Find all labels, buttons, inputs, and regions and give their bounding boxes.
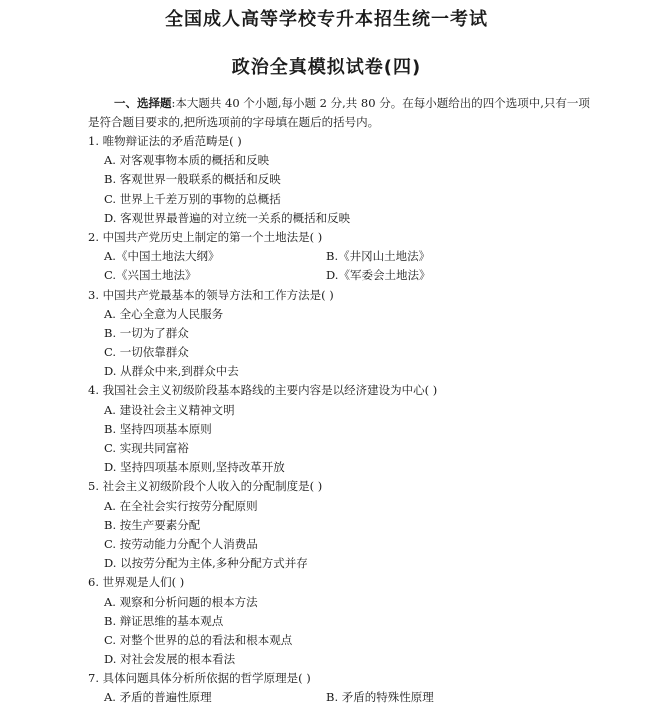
option-item: A. 在全社会实行按劳分配原则: [104, 498, 258, 513]
option-item: B. 客观世界一般联系的概括和反映: [104, 172, 281, 187]
option-item: C. 对整个世界的总的看法和根本观点: [104, 632, 293, 647]
question-stem: 7. 具体问题具体分析所依据的哲学原理是( ): [88, 671, 311, 686]
option-item: B.《井冈山土地法》: [326, 249, 431, 264]
section-instructions: [88, 94, 593, 132]
option-item: D. 客观世界最普遍的对立统一关系的概括和反映: [104, 210, 351, 225]
option-item: D. 以按劳分配为主体,多种分配方式并存: [104, 556, 308, 571]
option-row: [88, 266, 593, 285]
option-item: D. 对社会发展的根本看法: [104, 652, 236, 667]
question-stem: 5. 社会主义初级阶段个人收入的分配制度是( ): [88, 479, 323, 494]
option-item: D. 从群众中来,到群众中去: [104, 364, 239, 379]
option-item: D. 坚持四项基本原则,坚持改革开放: [104, 460, 285, 475]
option-item: B. 辩证思维的基本观点: [104, 613, 224, 628]
option-item: C. 世界上千差万别的事物的总概括: [104, 191, 281, 206]
option-item: A. 建设社会主义精神文明: [104, 402, 235, 417]
exam-title: 全国成人高等学校专升本招生统一考试: [165, 9, 488, 30]
option-row: [88, 247, 593, 266]
option-item: A. 全心全意为人民服务: [104, 306, 224, 321]
section-label: 一、选择题: [114, 96, 172, 110]
option-item: A. 对客观事物本质的概括和反映: [104, 153, 270, 168]
option-item: D.《军委会土地法》: [326, 268, 431, 283]
option-item: C. 按劳动能力分配个人消费品: [104, 536, 258, 551]
option-item: C. 一切依靠群众: [104, 345, 189, 360]
option-item: A. 矛盾的普遍性原理: [104, 690, 212, 705]
option-item: B. 矛盾的特殊性原理: [326, 690, 434, 705]
instructions-text: :本大题共 40 个小题,每小题 2 分,共 80 分。在每小题给出的四个选项中,只有一项是符合题目要求的,把所选项前的字母填在题后的括号内。: [88, 96, 590, 129]
option-item: B. 按生产要素分配: [104, 517, 201, 532]
question-stem: 3. 中国共产党最基本的领导方法和工作方法是( ): [88, 287, 334, 302]
option-item: C. 实现共同富裕: [104, 441, 189, 455]
option-item: A. 观察和分析问题的根本方法: [104, 594, 258, 609]
option-item: C.《兴国土地法》: [104, 268, 197, 283]
paper-subtitle: 政治全真模拟试卷(四): [231, 57, 422, 78]
question-stem: 4. 我国社会主义初级阶段基本路线的主要内容是以经济建设为中心( ): [88, 383, 438, 398]
question-stem: 1. 唯物辩证法的矛盾范畴是( ): [88, 134, 242, 148]
question-stem: 6. 世界观是人们( ): [88, 575, 185, 590]
question-stem: 2. 中国共产党历史上制定的第一个土地法是( ): [88, 229, 323, 244]
question-list: [88, 132, 593, 708]
option-item: B. 一切为了群众: [104, 325, 189, 340]
option-item: B. 坚持四项基本原则: [104, 421, 212, 436]
option-row: [88, 688, 593, 707]
option-item: A.《中国土地法大纲》: [104, 249, 220, 264]
